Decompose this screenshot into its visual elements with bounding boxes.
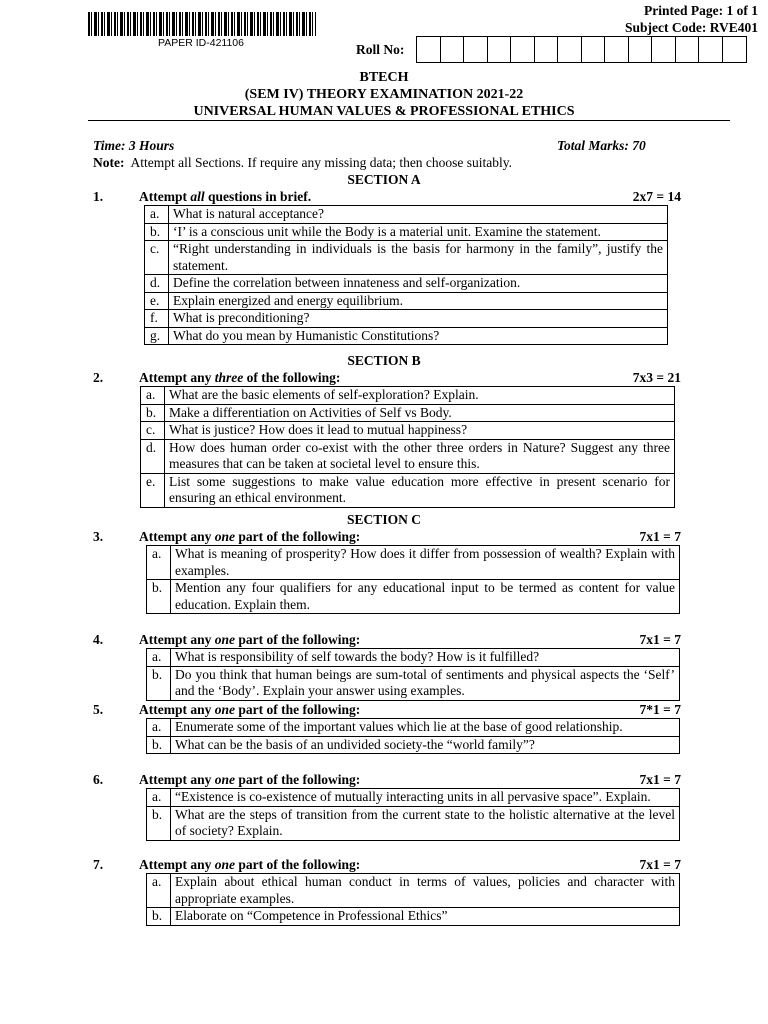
roll-number-box[interactable] <box>652 37 676 62</box>
question-part-row <box>147 736 680 754</box>
part-text: Make a differentiation on Activities of Self vs Body. <box>165 404 675 422</box>
part-text: “Existence is co-existence of mutually interacting units in all pervasive space”. Explain. <box>171 789 680 807</box>
note <box>93 155 512 171</box>
part-text: How does human order co-exist with the other three orders in Nature? Suggest any three measures that can be taken at societal level to ensure this. <box>165 439 675 473</box>
part-label: a. <box>147 649 171 667</box>
part-text: What is natural acceptance? <box>169 206 668 224</box>
part-text: What can be the basis of an undivided society-the “world family”? <box>171 736 680 754</box>
question-marks: 7x1 = 7 <box>639 529 681 544</box>
part-text: What is responsibility of self towards the body? How is it fulfilled? <box>171 649 680 667</box>
instruction-text: Attempt any <box>139 702 215 717</box>
instruction-text: part of the following: <box>235 702 361 717</box>
question-part-row <box>141 473 675 507</box>
instruction-emphasis: one <box>214 772 235 787</box>
question-instruction <box>139 529 640 545</box>
part-label: g. <box>145 327 169 345</box>
question-marks: 2x7 = 14 <box>632 189 681 204</box>
question-number: 6. <box>93 772 104 787</box>
question-2-header <box>93 370 681 386</box>
instruction-emphasis: one <box>214 632 235 647</box>
roll-number-box[interactable] <box>417 37 441 62</box>
exam-title: (SEM IV) THEORY EXAMINATION 2021-22 <box>244 87 524 102</box>
question-part-row <box>147 666 680 700</box>
part-text: Define the correlation between innateness and self-organization. <box>169 275 668 293</box>
degree-title: BTECH <box>359 70 409 85</box>
instruction-emphasis: one <box>214 857 235 872</box>
question-number: 3. <box>93 529 104 544</box>
part-label: a. <box>147 546 171 580</box>
roll-number-box[interactable] <box>676 37 700 62</box>
part-text: ‘I’ is a conscious unit while the Body is a material unit. Examine the statement. <box>169 223 668 241</box>
part-text: List some suggestions to make value education more effective in present scenario for ensuring an ethical environment. <box>165 473 675 507</box>
question-part-row <box>147 806 680 840</box>
roll-number-box[interactable] <box>699 37 723 62</box>
section-c-heading: SECTION C <box>347 512 421 527</box>
part-label: e. <box>141 473 165 507</box>
instruction-text: Attempt any <box>139 370 215 385</box>
roll-number-box[interactable] <box>582 37 606 62</box>
part-label: b. <box>147 666 171 700</box>
time-allowed: Time: 3 Hours <box>93 138 175 153</box>
question-2-parts <box>140 386 675 508</box>
question-instruction <box>139 189 633 205</box>
part-text: Enumerate some of the important values which lie at the base of good relationship. <box>171 719 680 737</box>
part-label: b. <box>147 736 171 754</box>
roll-number-box[interactable] <box>464 37 488 62</box>
part-text: Elaborate on “Competence in Professional Ethics” <box>171 908 680 926</box>
printed-page: Printed Page: 1 of 1 <box>644 3 758 18</box>
question-1-parts <box>144 205 668 345</box>
part-label: b. <box>147 580 171 614</box>
roll-number-box[interactable] <box>441 37 465 62</box>
question-part-row <box>147 874 680 908</box>
part-text: What are the steps of transition from the current state to the holistic alternative at the level of society? Explain. <box>171 806 680 840</box>
instruction-text: of the following: <box>243 370 341 385</box>
title-divider <box>88 120 730 121</box>
question-3-header <box>93 529 681 545</box>
question-4-header <box>93 632 681 648</box>
part-text: Explain about ethical human conduct in terms of values, policies and character with appropriate examples. <box>171 874 680 908</box>
question-marks: 7*1 = 7 <box>639 702 681 717</box>
part-label: a. <box>141 387 165 405</box>
question-part-row <box>141 439 675 473</box>
instruction-text: Attempt any <box>139 857 215 872</box>
part-label: c. <box>141 422 165 440</box>
question-5-parts <box>146 718 680 754</box>
roll-number-box[interactable] <box>558 37 582 62</box>
question-part-row <box>147 546 680 580</box>
part-text: What is preconditioning? <box>169 310 668 328</box>
part-text: “Right understanding in individuals is the basis for harmony in the family”, justify the statement. <box>169 241 668 275</box>
total-marks: Total Marks: 70 <box>557 138 646 153</box>
part-label: c. <box>145 241 169 275</box>
note-label: Note: <box>93 155 125 170</box>
part-text: Do you think that human beings are sum-total of sentiments and physical aspects the ‘Self’ and the ‘Body’. Explain your answer using examples. <box>171 666 680 700</box>
roll-number-boxes[interactable] <box>416 36 747 63</box>
part-text: What is meaning of prosperity? How does it differ from possession of wealth? Explain with examples. <box>171 546 680 580</box>
part-label: b. <box>147 908 171 926</box>
question-part-row <box>141 422 675 440</box>
roll-number-box[interactable] <box>605 37 629 62</box>
part-label: e. <box>145 292 169 310</box>
subject-code: Subject Code: RVE401 <box>624 20 758 35</box>
instruction-text: part of the following: <box>235 772 361 787</box>
section-b-heading: SECTION B <box>347 353 421 368</box>
question-instruction <box>139 370 633 386</box>
part-text: What do you mean by Humanistic Constitutions? <box>169 327 668 345</box>
question-instruction <box>139 772 640 788</box>
question-4-parts <box>146 648 680 701</box>
question-instruction <box>139 857 640 873</box>
question-number: 5. <box>93 702 104 717</box>
question-part-row <box>147 908 680 926</box>
instruction-emphasis: one <box>214 529 235 544</box>
question-part-row <box>141 387 675 405</box>
question-part-row <box>145 275 668 293</box>
question-part-row <box>145 292 668 310</box>
instruction-emphasis: all <box>190 189 205 204</box>
question-6-header <box>93 772 681 788</box>
roll-number-box[interactable] <box>535 37 559 62</box>
question-part-row <box>145 310 668 328</box>
subject-title: UNIVERSAL HUMAN VALUES & PROFESSIONAL ETHICS <box>193 104 575 119</box>
instruction-emphasis: one <box>214 702 235 717</box>
part-label: a. <box>147 719 171 737</box>
question-number: 7. <box>93 857 104 872</box>
instruction-emphasis: three <box>214 370 244 385</box>
question-part-row <box>145 223 668 241</box>
question-part-row <box>147 789 680 807</box>
instruction-text: part of the following: <box>235 529 361 544</box>
instruction-text: Attempt any <box>139 772 215 787</box>
instruction-text: part of the following: <box>235 632 361 647</box>
question-marks: 7x1 = 7 <box>639 772 681 787</box>
question-part-row <box>145 327 668 345</box>
question-part-row <box>147 649 680 667</box>
part-label: a. <box>147 874 171 908</box>
question-7-parts <box>146 873 680 926</box>
question-instruction <box>139 632 640 648</box>
instruction-text: Attempt any <box>139 529 215 544</box>
question-part-row <box>145 206 668 224</box>
part-label: d. <box>141 439 165 473</box>
question-6-parts <box>146 788 680 841</box>
question-marks: 7x3 = 21 <box>632 370 681 385</box>
part-label: b. <box>147 806 171 840</box>
part-label: a. <box>147 789 171 807</box>
question-part-row <box>147 719 680 737</box>
question-part-row <box>147 580 680 614</box>
section-a-heading: SECTION A <box>347 172 421 187</box>
part-label: b. <box>141 404 165 422</box>
part-label: a. <box>145 206 169 224</box>
part-text: What are the basic elements of self-exploration? Explain. <box>165 387 675 405</box>
note-text: Attempt all Sections. If require any missing data; then choose suitably. <box>130 155 513 170</box>
question-5-header <box>93 702 681 718</box>
page-info <box>625 2 758 36</box>
part-label: f. <box>145 310 169 328</box>
question-number: 1. <box>93 189 104 204</box>
question-3-parts <box>146 545 680 614</box>
question-7-header <box>93 857 681 873</box>
question-part-row <box>141 404 675 422</box>
roll-number-box[interactable] <box>629 37 653 62</box>
paper-id: PAPER ID-421106 <box>158 37 244 49</box>
instruction-text: Attempt <box>139 189 191 204</box>
instruction-text: questions in brief. <box>204 189 312 204</box>
question-part-row <box>145 241 668 275</box>
part-text: Mention any four qualifiers for any educational input to be termed as content for value education. Explain them. <box>171 580 680 614</box>
barcode <box>88 12 316 36</box>
part-text: What is justice? How does it lead to mutual happiness? <box>165 422 675 440</box>
question-1-header <box>93 189 681 205</box>
part-text: Explain energized and energy equilibrium. <box>169 292 668 310</box>
roll-number-box[interactable] <box>511 37 535 62</box>
question-number: 2. <box>93 370 104 385</box>
roll-number-box[interactable] <box>723 37 747 62</box>
part-label: b. <box>145 223 169 241</box>
instruction-text: Attempt any <box>139 632 215 647</box>
roll-number-label: Roll No: <box>356 42 405 57</box>
part-label: d. <box>145 275 169 293</box>
roll-number-box[interactable] <box>488 37 512 62</box>
question-marks: 7x1 = 7 <box>639 632 681 647</box>
question-instruction <box>139 702 640 718</box>
question-number: 4. <box>93 632 104 647</box>
instruction-text: part of the following: <box>235 857 361 872</box>
question-marks: 7x1 = 7 <box>639 857 681 872</box>
